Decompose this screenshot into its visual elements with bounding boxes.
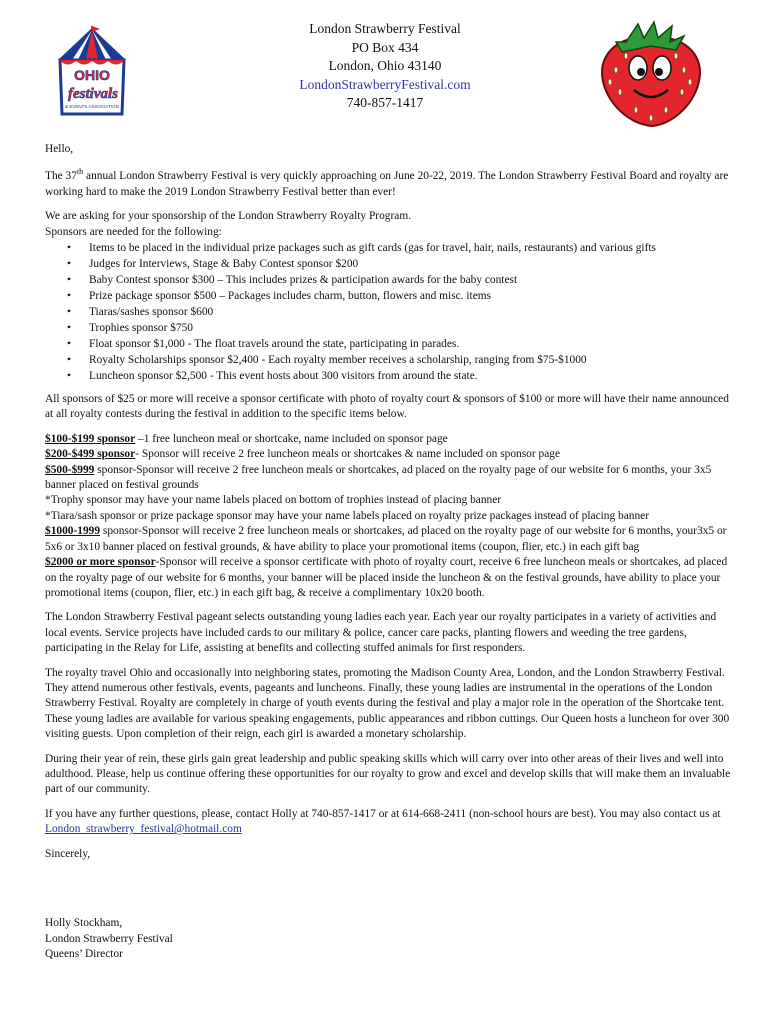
tier-note-2: *Tiara/sash sponsor or prize package sponsor may have your name labels placed on royalty prize packages instead of placing banner [45, 509, 650, 522]
phone-number: 740-857-1417 [346, 95, 424, 110]
tier-note-1: *Trophy sponsor may have your name labels placed on bottom of trophies instead of placing banner [45, 494, 502, 507]
list-item: • Float sponsor $1,000 - The float travels around the state, participating in parades. [45, 336, 731, 352]
intro-paragraph: The 37th annual London Strawberry Festival is very quickly approaching on June 20-22, 2019. The London Strawberry Festival Board and royalty are working hard to make the 2019 London Strawberry Festival better than ever! [45, 167, 729, 198]
travel-paragraph: The royalty travel Ohio and occasionally into neighboring states, promoting the Madison County Area, London, and the London Strawberry Festival. They attend numerous other festivals, events, pageants and luncheons. Finally, these young ladies are instrumental in the operations of the London Strawberry Festival. Royalty are completely in charge of youth events during the festival and play a major role in the operation of the Shortcake tent. These young ladies are available for various speaking engagements, public appearances and ribbon cuttings. Our Queen hosts a luncheon for over 300 visiting guests. Upon completion of their reign, each girl is awarded a monetary scholarship. [45, 666, 730, 741]
signer-org: London Strawberry Festival [45, 932, 173, 945]
list-item: • Items to be placed in the individual prize packages such as gift cards (gas for travel, hair, nails, restaurants) and various gifts [45, 240, 731, 256]
website-link[interactable]: LondonStrawberryFestival.com [299, 76, 471, 92]
svg-text:& EVENTS ASSOCIATION: & EVENTS ASSOCIATION [65, 104, 119, 109]
ask-paragraph [45, 209, 731, 240]
signer-title: Queens’ Director [45, 948, 123, 960]
list-item: • Prize package sponsor $500 – Packages includes charm, button, flowers and misc. items [45, 288, 731, 304]
needed-line: Sponsors are needed for the following: [45, 225, 222, 238]
signer-name: Holly Stockham, [45, 917, 123, 929]
signature-block [45, 916, 731, 963]
city-line: London, Ohio 43140 [328, 58, 442, 73]
tier-2: $200-$499 sponsor- Sponsor will receive 2 free luncheon meals or shortcakes & name included on sponsor page [45, 448, 560, 461]
list-item: • Trophies sponsor $750 [45, 320, 731, 336]
list-item: • Luncheon sponsor $2,500 - This event hosts about 300 visitors from around the state. [45, 368, 731, 384]
all-sponsors-paragraph: All sponsors of $25 or more will receive a sponsor certificate with photo of royalty court & sponsors of $100 or more will have their name announced at all royalty contests during the festival in addition to the specific items below. [45, 393, 729, 421]
tier-4: $1000-1999 sponsor-Sponsor will receive 2 free luncheon meals or shortcakes, ad placed on the royalty page of our website for 6 months, your3x5 or 5x6 or 3x10 banner placed on festival grounds, & have ability to place your promotional items (coupon, flier, etc.) in each gift bag [45, 525, 727, 553]
sponsor-tiers [45, 432, 731, 601]
svg-text:OHIO: OHIO [74, 67, 110, 83]
list-item: • Tiaras/sashes sponsor $600 [45, 304, 731, 320]
contact-paragraph: If you have any further questions, please, contact Holly at 740-857-1417 or at 614-668-2411 (non-school hours are best). You may also contact us at London_strawberry_festival@hotmail.com [45, 807, 721, 836]
tier-5: $2000 or more sponsor-Sponsor will receive a sponsor certificate with photo of royalty court, receive 6 free luncheon meals or shortcakes, ad placed on the royalty page of our website for 6 months, your banner will be placed inside the luncheon & on the festival grounds, have ability to place your promotional items (coupon, flier, etc.) in each gift bag, & receive a complimentary 10x20 booth. [45, 556, 728, 599]
list-item: • Baby Contest sponsor $300 – This includes prizes & participation awards for the baby contest [45, 272, 731, 288]
ask-line: We are asking for your sponsorship of the London Strawberry Royalty Program. [45, 210, 412, 223]
closing: Sincerely, [45, 847, 91, 860]
tier-3: $500-$999 sponsor-Sponsor will receive 2 free luncheon meals or shortcakes, ad placed on the royalty page of our website for 6 months, your 3x5 banner placed on festival grounds [45, 463, 712, 492]
list-item: • Judges for Interviews, Stage & Baby Contest sponsor $200 [45, 256, 731, 272]
skills-paragraph: During their year of rein, these girls gain great leadership and public speaking skills which will carry over into other areas of their lives and well into adulthood. Please, help us continue offering these opportunities for our royalty to grow and excel and develop skills that will make them an invaluable part of our community. [45, 752, 731, 796]
list-item: • Royalty Scholarships sponsor $2,400 - Each royalty member receives a scholarship, ranging from $75-$1000 [45, 352, 731, 368]
tier-1: $100-$199 sponsor –1 free luncheon meal or shortcake, name included on sponsor page [45, 432, 448, 445]
pageant-paragraph: The London Strawberry Festival pageant selects outstanding young ladies each year. Each year our royalty participates in a variety of activities and local events. Service projects have included cards to our military & police, cancer care packs, planting flowers and weeding the tree gardens, participating in the Relay for Life, assisting at benefits and collecting stuffed animals for first responders. [45, 611, 717, 655]
strawberry-mascot-icon [596, 20, 706, 130]
email-link[interactable]: London_strawberry_festival@hotmail.com [45, 823, 242, 836]
sponsor-needs-list [45, 240, 731, 384]
po-box: PO Box 434 [351, 39, 419, 55]
svg-text:festivals: festivals [68, 86, 118, 102]
letter-body [45, 142, 731, 963]
greeting: Hello, [45, 143, 74, 155]
org-name: London Strawberry Festival [309, 21, 461, 36]
